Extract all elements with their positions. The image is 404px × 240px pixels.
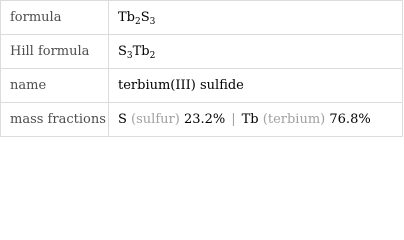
hill-formula-label: Hill formula <box>1 35 109 69</box>
element-percent: 76.8% <box>329 112 371 127</box>
name-value: terbium(III) sulfide <box>109 69 403 103</box>
mass-fractions-value <box>109 103 403 137</box>
table-row-hill-formula <box>1 35 403 69</box>
element-symbol: S <box>118 112 127 127</box>
element-name: (sulfur) <box>131 112 180 127</box>
formula-part-s: S <box>140 10 150 25</box>
mass-fractions-label: mass fractions <box>1 103 109 137</box>
table-row-formula <box>1 1 403 35</box>
table-row-mass-fractions <box>1 103 403 137</box>
element-percent: 23.2% <box>183 112 226 127</box>
hill-subscript-s: 3 <box>126 51 133 61</box>
name-label: name <box>1 69 109 103</box>
formula-subscript-s: 3 <box>149 17 156 27</box>
formula-label: formula <box>1 1 109 35</box>
element-name: (terbium) <box>262 112 326 127</box>
fraction-sulfur <box>118 112 225 127</box>
fraction-separator: | <box>231 112 236 127</box>
element-symbol: Tb <box>241 112 259 127</box>
hill-part-s: S <box>118 44 127 59</box>
hill-part-tb: Tb <box>132 44 150 59</box>
formula-value <box>109 1 403 35</box>
formula-subscript-tb: 2 <box>135 17 141 27</box>
fraction-terbium <box>242 112 371 127</box>
table-row-name <box>1 69 403 103</box>
hill-formula-value <box>109 35 403 69</box>
formula-part-tb: Tb <box>118 10 135 25</box>
hill-subscript-tb: 2 <box>149 51 156 61</box>
